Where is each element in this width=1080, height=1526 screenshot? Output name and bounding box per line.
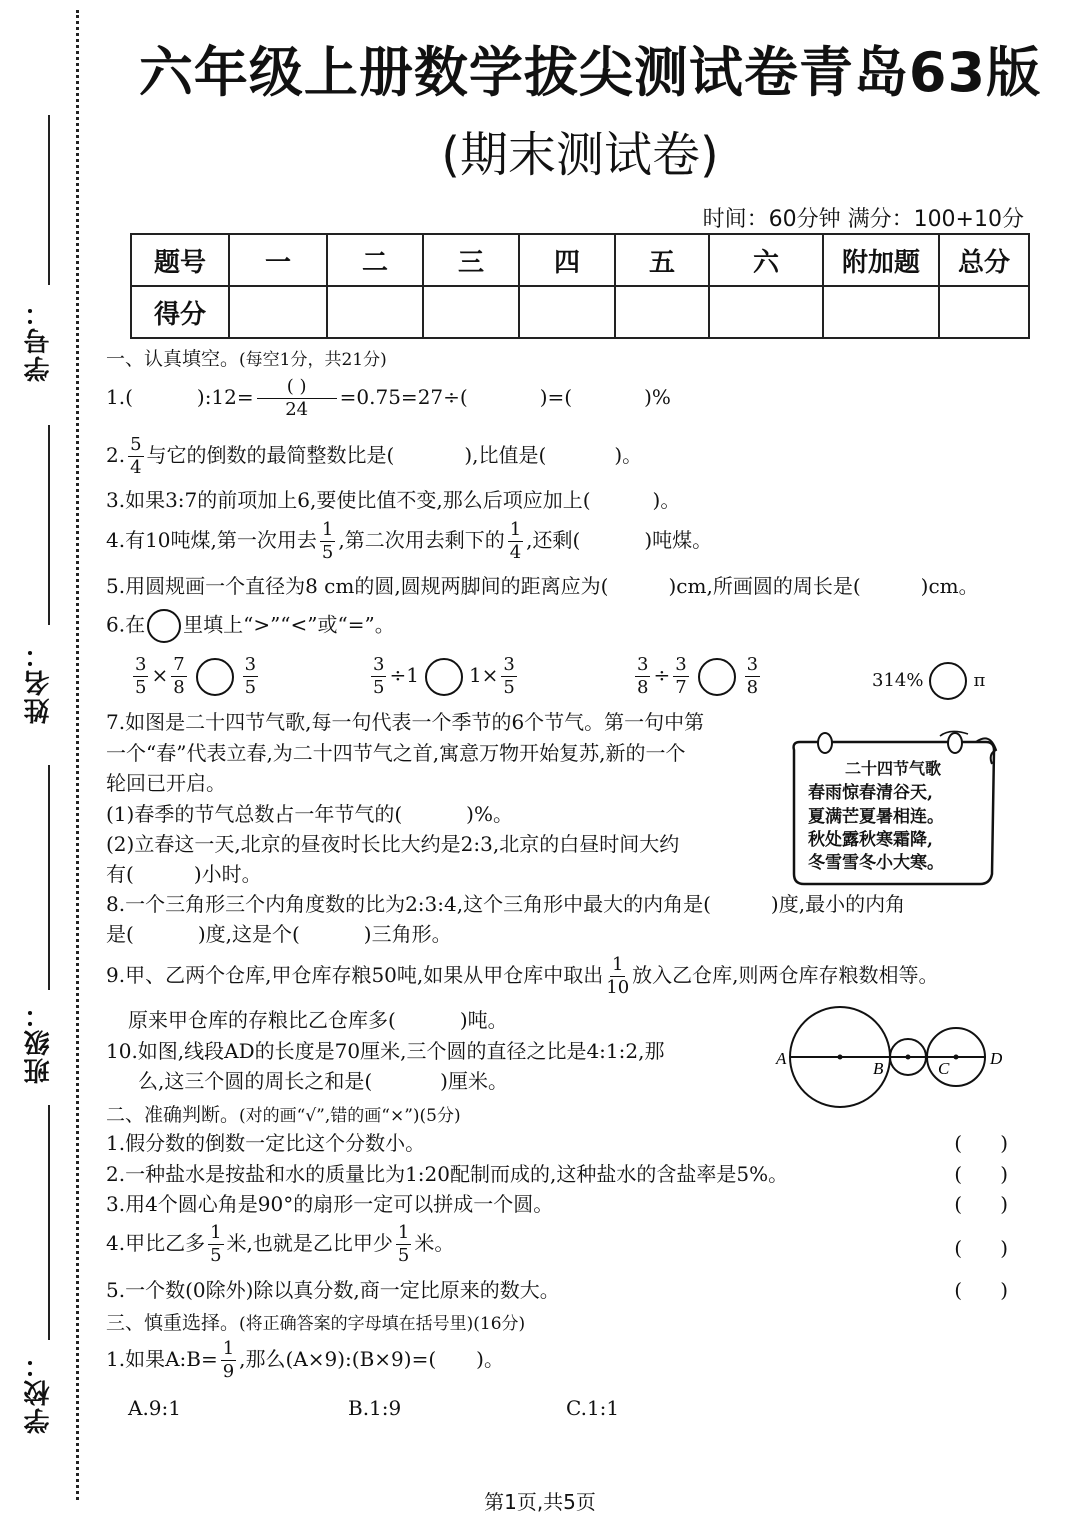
question-1-8-line1 (106, 892, 905, 916)
section1-heading (106, 344, 387, 371)
q7-text: )小时。 (193, 862, 262, 886)
fraction (635, 656, 650, 697)
page-number: 第1页,共5页 (484, 1490, 596, 1514)
compare-circle[interactable] (425, 658, 463, 696)
q10-text: )厘米。 (440, 1069, 508, 1093)
student-no-label: 学号： (24, 298, 54, 382)
question-1-4 (106, 521, 712, 562)
poem-text (808, 758, 978, 876)
q9-text: 原来甲仓库的存粮比乙仓库多( (128, 1008, 396, 1032)
judge-answer-paren[interactable]: ( ) (954, 1192, 1008, 1216)
compare-circle[interactable] (196, 658, 234, 696)
q3-text: 3.如果3:7的前项加上6,要使比值不变,那么后项应加上( (106, 488, 591, 512)
choice1-text: ,那么(A×9):(B×9)=( (239, 1347, 437, 1371)
fraction (171, 656, 186, 697)
fraction (221, 1340, 236, 1381)
score-input-cell[interactable] (423, 286, 519, 338)
score-input-cell[interactable] (519, 286, 615, 338)
fraction-numerator: 3 (503, 654, 515, 675)
score-header-cell: 一 (229, 234, 327, 286)
fraction-numerator: 3 (675, 654, 687, 675)
fraction-denominator: 8 (173, 677, 185, 698)
judge-answer-paren[interactable]: ( ) (954, 1278, 1008, 1302)
page-title: 六年级上册数学拔尖测试卷青岛63版 (138, 41, 1042, 104)
fraction (257, 378, 337, 419)
fraction-denominator: 5 (373, 677, 385, 698)
score-input-cell[interactable] (823, 286, 939, 338)
score-input-cell[interactable] (939, 286, 1029, 338)
q2-text: 与它的倒数的最简整数比是( (146, 443, 395, 467)
q1-text: 1.( (106, 385, 133, 409)
question-1-7-line2: 一个“春”代表立春,为二十四节气之首,寓意万物开始复苏,新的一个 (106, 741, 686, 765)
q1-text: )=( (539, 385, 573, 409)
fraction (128, 436, 143, 477)
score-header-cell: 六 (709, 234, 823, 286)
fraction-numerator: 1 (321, 519, 334, 540)
question-1-1 (106, 378, 671, 419)
fraction-denominator: 7 (675, 677, 687, 698)
q4-text: )吨煤。 (644, 528, 713, 552)
q8-text: 是( (106, 922, 134, 946)
question-1-6 (106, 609, 395, 643)
center-dot (838, 1055, 843, 1060)
fraction-numerator: 3 (637, 654, 649, 675)
q2-text: )。 (614, 443, 643, 467)
poem-line: 秋处露秋寒霜降, (808, 829, 933, 850)
score-header-cell: 三 (423, 234, 519, 286)
question-1-2 (106, 436, 642, 477)
judge-answer-paren[interactable]: ( ) (954, 1131, 1008, 1155)
q7-text: (1)春季的节气总数占一年节气的( (106, 802, 403, 826)
score-table (130, 233, 1030, 339)
compare-item-1 (130, 656, 261, 697)
section2-title: 二、准确判断。 (106, 1104, 240, 1126)
fraction-denominator: 5 (244, 677, 257, 698)
judge4-text: 米,也就是乙比甲少 (226, 1231, 393, 1255)
q7-text: )%。 (466, 802, 513, 826)
operator: ÷1 (389, 663, 419, 687)
fraction-denominator: 9 (222, 1361, 235, 1382)
judge-item-1: 1.假分数的倒数一定比这个分数小。 (106, 1131, 426, 1155)
circles-diagram (772, 1006, 1012, 1112)
score-header-cell: 四 (519, 234, 615, 286)
q1-text: )% (644, 385, 671, 409)
fraction-denominator: 5 (321, 542, 334, 563)
fraction (745, 656, 760, 697)
q8-text: )度,这是个( (197, 922, 300, 946)
choice1-text: )。 (476, 1347, 504, 1371)
question-1-7-line3: 轮回已开启。 (106, 771, 226, 795)
judge-item-4 (106, 1224, 454, 1265)
fraction-numerator: 1 (611, 954, 624, 975)
fraction-numerator: 7 (173, 654, 185, 675)
judge-answer-paren[interactable]: ( ) (954, 1236, 1008, 1260)
q1-text: =0.75=27÷( (339, 385, 468, 409)
question-1-10-line2 (138, 1069, 508, 1093)
question-1-10-line1: 10.如图,线段AD的长度是70厘米,三个圆的直径之比是4:1:2,那 (106, 1039, 665, 1063)
point-label: B (873, 1059, 884, 1078)
score-table-score-row (131, 286, 1029, 338)
compare-left: 314% (872, 670, 924, 691)
q8-text: 8.一个三角形三个内角度数的比为2:3:4,这个三角形中最大的内角是( (106, 892, 711, 916)
fraction (606, 956, 629, 997)
exam-meta: 时间：60分钟 满分：100+10分 (702, 207, 1024, 232)
fraction-denominator: 4 (509, 542, 522, 563)
choice-option-c[interactable]: C.1:1 (566, 1396, 620, 1420)
school-label: 学校： (24, 1350, 54, 1434)
choice-question-1 (106, 1340, 504, 1381)
poem-line: 夏满芒夏暑相连。 (808, 806, 944, 827)
student-no-line (48, 115, 50, 285)
choice-option-b[interactable]: B.1:9 (348, 1396, 402, 1420)
fraction-denominator: 5 (135, 677, 147, 698)
compare-item-2 (368, 656, 520, 697)
fraction (508, 521, 523, 562)
fraction (501, 656, 516, 697)
fraction-numerator: 1 (222, 1338, 235, 1359)
section2-heading (106, 1100, 461, 1127)
point-label: A (776, 1049, 787, 1068)
q8-text: )度,最小的内角 (770, 892, 906, 916)
operator: 1× (468, 663, 499, 687)
question-1-9-line2 (128, 1008, 508, 1032)
q2-text: ),比值是( (464, 443, 547, 467)
judge-item-5: 5.一个数(0除外)除以真分数,商一定比原来的数大。 (106, 1278, 560, 1302)
fraction-numerator: 1 (397, 1222, 410, 1243)
score-input-cell[interactable] (615, 286, 709, 338)
score-header-cell: 五 (615, 234, 709, 286)
judge-item-3: 3.用4个圆心角是90°的扇形一定可以拼成一个圆。 (106, 1192, 554, 1216)
q9-text: )吨。 (459, 1008, 508, 1032)
q4-text: ,第二次用去剩下的 (338, 528, 505, 552)
section3-heading (106, 1308, 525, 1335)
fraction-denominator: 8 (637, 677, 649, 698)
fraction-numerator: 1 (509, 519, 522, 540)
question-1-9-line1 (106, 956, 939, 997)
name-label: 姓名： (24, 640, 54, 724)
compare-item-3 (632, 656, 763, 697)
point-label: C (938, 1059, 950, 1078)
q5-text: )cm,所画圆的周长是( (668, 574, 861, 598)
class-line (48, 765, 50, 990)
fraction (320, 521, 335, 562)
school-line (48, 1105, 50, 1340)
judge-answer-paren[interactable]: ( ) (954, 1162, 1008, 1186)
section2-note: (对的画“√”,错的画“×”)(5分) (239, 1106, 461, 1126)
q10-text: 么,这三个圆的周长之和是( (138, 1069, 373, 1093)
q5-text: 5.用圆规画一个直径为8 cm的圆,圆规两脚间的距离应为( (106, 574, 609, 598)
choice-option-a[interactable]: A.9:1 (128, 1396, 181, 1420)
compare-circle[interactable] (698, 658, 736, 696)
section1-title: 一、认真填空。 (106, 348, 240, 370)
operator: ÷ (653, 663, 671, 687)
q4-text: ,还剩( (526, 528, 581, 552)
score-row-label: 得分 (131, 286, 229, 338)
binding-dotted-line (76, 10, 79, 1500)
poem-line: 春雨惊春清谷天, (808, 783, 933, 804)
fraction-denominator: 5 (503, 677, 515, 698)
q5-text: )cm。 (920, 574, 979, 598)
fraction-numerator: 3 (135, 654, 147, 675)
question-1-3 (106, 488, 680, 512)
center-dot (954, 1055, 959, 1060)
fraction-denominator: 8 (746, 677, 759, 698)
fraction-numerator: 3 (746, 654, 759, 675)
section3-title: 三、慎重选择。 (106, 1312, 240, 1334)
judge4-text: 4.甲比乙多 (106, 1231, 206, 1255)
class-label: 班级： (24, 1000, 54, 1084)
section1-note: (每空1分，共21分) (239, 350, 387, 370)
question-1-7-sub1 (106, 802, 513, 826)
judge4-text: 米。 (414, 1231, 455, 1255)
score-input-cell[interactable] (709, 286, 823, 338)
poem-line: 冬雪雪冬小大寒。 (808, 853, 944, 874)
compare-item-4 (872, 662, 985, 700)
score-header-cell: 二 (327, 234, 423, 286)
fraction-denominator: 4 (130, 457, 142, 478)
score-input-cell[interactable] (229, 286, 327, 338)
q3-text: )。 (652, 488, 681, 512)
poem-title: 二十四节气歌 (844, 759, 941, 778)
fraction-numerator: 1 (210, 1222, 222, 1243)
name-line (48, 425, 50, 625)
score-table-header-row (131, 234, 1029, 286)
fraction (208, 1224, 223, 1265)
fraction-numerator: 5 (130, 434, 142, 455)
score-header-cell: 题号 (131, 234, 229, 286)
q2-text: 2. (106, 443, 126, 467)
score-input-cell[interactable] (327, 286, 423, 338)
q6-text: 里填上“>”“<”或“=”。 (183, 612, 395, 637)
question-1-7-sub2-line2 (106, 862, 262, 886)
fraction (396, 1224, 411, 1265)
fraction-numerator: ( ) (257, 378, 337, 399)
fraction-denominator: 5 (397, 1245, 410, 1266)
section3-note: (将正确答案的字母填在括号里)(16分) (239, 1314, 526, 1334)
q7-text: 有( (106, 862, 134, 886)
center-dot (906, 1055, 911, 1060)
fraction-numerator: 3 (373, 654, 385, 675)
q1-text: ):12= (196, 385, 254, 409)
fraction (371, 656, 386, 697)
q8-text: )三角形。 (363, 922, 452, 946)
question-1-7-line1: 7.如图是二十四节气歌,每一句代表一个季节的6个节气。第一句中第 (106, 710, 705, 734)
score-header-cell: 附加题 (823, 234, 939, 286)
point-label: D (990, 1049, 1003, 1068)
q9-text: 放入乙仓库,则两仓库存粮数相等。 (632, 963, 939, 987)
fraction-denominator: 5 (210, 1245, 222, 1266)
score-header-cell: 总分 (939, 234, 1029, 286)
q9-text: 9.甲、乙两个仓库,甲仓库存粮50吨,如果从甲仓库中取出 (106, 963, 604, 987)
fraction-denominator: 24 (285, 399, 309, 420)
question-1-8-line2 (106, 922, 452, 946)
compare-right: π (973, 670, 986, 691)
fraction (133, 656, 148, 697)
fraction (673, 656, 688, 697)
page-subtitle: (期末测试卷) (441, 127, 719, 183)
judge-item-2: 2.一种盐水是按盐和水的质量比为1:20配制而成的,这种盐水的含盐率是5%。 (106, 1162, 789, 1186)
q6-text: 6.在 (106, 612, 146, 637)
question-1-7-sub2: (2)立春这一天,北京的昼夜时长比大约是2:3,北京的白昼时间大约 (106, 832, 680, 856)
question-1-5 (106, 574, 979, 598)
compare-circle-icon (147, 609, 181, 643)
q4-text: 4.有10吨煤,第一次用去 (106, 528, 317, 552)
fraction (243, 656, 258, 697)
fraction-numerator: 3 (244, 654, 257, 675)
fraction-denominator: 10 (606, 977, 630, 998)
operator: × (151, 663, 169, 687)
compare-circle[interactable] (929, 662, 967, 700)
choice1-text: 1.如果A:B= (106, 1347, 218, 1371)
